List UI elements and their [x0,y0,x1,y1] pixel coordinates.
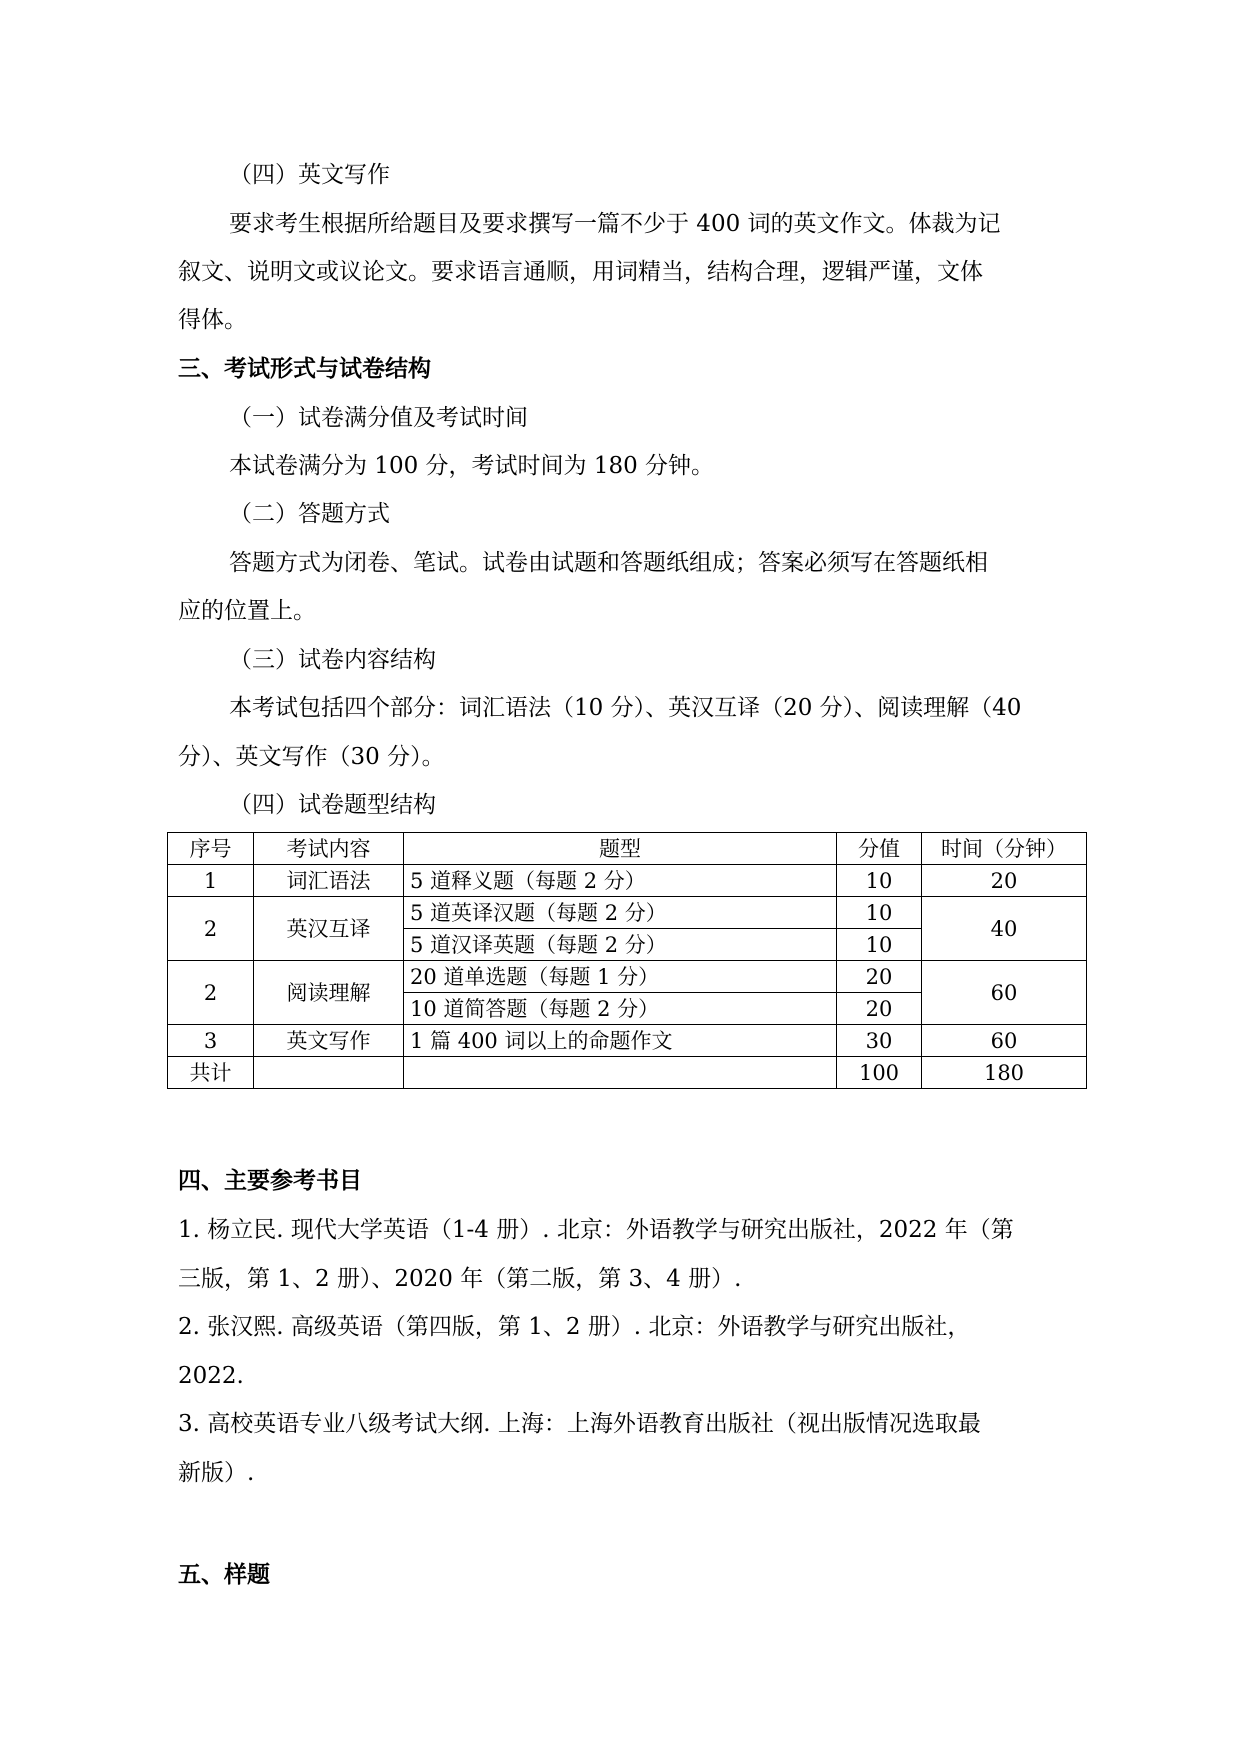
row-number-cell: 2 [168,897,254,961]
question-type-cell: 10 道简答题（每题 2 分） [404,993,837,1025]
table-row [168,961,1087,993]
paragraph-line: 本考试包括四个部分：词汇语法（10 分）、英汉互译（20 分）、阅读理解（40 [229,695,1022,721]
row-number-cell: 3 [168,1025,254,1057]
score-cell: 20 [837,993,922,1025]
total-content-cell [254,1057,404,1089]
reference-line: 3. 高校英语专业八级考试大纲. 上海：上海外语教育出版社（视出版情况选取最 [178,1411,981,1437]
question-type-cell: 20 道单选题（每题 1 分） [404,961,837,993]
row-number-cell: 1 [168,865,254,897]
subsection-heading: （一）试卷满分值及考试时间 [229,405,528,431]
paragraph-line: 答题方式为闭卷、笔试。试卷由试题和答题纸组成；答案必须写在答题纸相 [229,550,988,576]
total-score-cell: 100 [837,1057,922,1089]
time-cell: 20 [922,865,1087,897]
total-type-cell [404,1057,837,1089]
subsection-heading: （四）试卷题型结构 [229,792,436,818]
reference-line: 三版，第 1、2 册）、2020 年（第二版，第 3、4 册）. [178,1266,742,1292]
writing-subheading: （四）英文写作 [229,162,390,188]
subsection-heading: （二）答题方式 [229,501,390,527]
paragraph-line: 本试卷满分为 100 分，考试时间为 180 分钟。 [229,453,715,479]
time-cell: 60 [922,961,1087,1025]
score-cell: 20 [837,961,922,993]
table-header-row [168,833,1087,865]
question-type-cell: 1 篇 400 词以上的命题作文 [404,1025,837,1057]
header-cell: 考试内容 [254,833,404,865]
exam-structure-table [167,832,1087,1089]
section-4-heading: 四、主要参考书目 [178,1168,362,1194]
table-row [168,1025,1087,1057]
question-type-cell: 5 道英译汉题（每题 2 分） [404,897,837,929]
table-row [168,865,1087,897]
total-label-cell: 共计 [168,1057,254,1089]
writing-paragraph-line: 要求考生根据所给题目及要求撰写一篇不少于 400 词的英文作文。体裁为记 [229,211,1001,237]
score-cell: 10 [837,929,922,961]
table-row [168,897,1087,929]
content-cell: 词汇语法 [254,865,404,897]
question-type-cell: 5 道汉译英题（每题 2 分） [404,929,837,961]
section-3-heading: 三、考试形式与试卷结构 [178,356,431,382]
section-5-heading: 五、样题 [178,1562,270,1588]
reference-line: 1. 杨立民. 现代大学英语（1-4 册）. 北京：外语教学与研究出版社，2022 年（第 [178,1217,1014,1243]
content-cell: 阅读理解 [254,961,404,1025]
subsection-heading: （三）试卷内容结构 [229,647,436,673]
total-time-cell: 180 [922,1057,1087,1089]
header-cell: 序号 [168,833,254,865]
header-cell: 分值 [837,833,922,865]
content-cell: 英文写作 [254,1025,404,1057]
time-cell: 40 [922,897,1087,961]
time-cell: 60 [922,1025,1087,1057]
row-number-cell: 2 [168,961,254,1025]
content-cell: 英汉互译 [254,897,404,961]
reference-line: 2022. [178,1363,244,1389]
score-cell: 30 [837,1025,922,1057]
header-cell: 题型 [404,833,837,865]
paragraph-line: 应的位置上。 [178,598,316,624]
writing-paragraph-line: 叙文、说明文或议论文。要求语言通顺，用词精当，结构合理，逻辑严谨，文体 [178,259,983,285]
table-total-row [168,1057,1087,1089]
score-cell: 10 [837,865,922,897]
question-type-cell: 5 道释义题（每题 2 分） [404,865,837,897]
score-cell: 10 [837,897,922,929]
reference-line: 2. 张汉熙. 高级英语（第四版，第 1、2 册）. 北京：外语教学与研究出版社， [178,1314,971,1340]
reference-line: 新版）. [178,1460,255,1486]
header-cell: 时间（分钟） [922,833,1087,865]
paragraph-line: 分）、英文写作（30 分）。 [178,744,445,770]
writing-paragraph-line: 得体。 [178,307,247,333]
